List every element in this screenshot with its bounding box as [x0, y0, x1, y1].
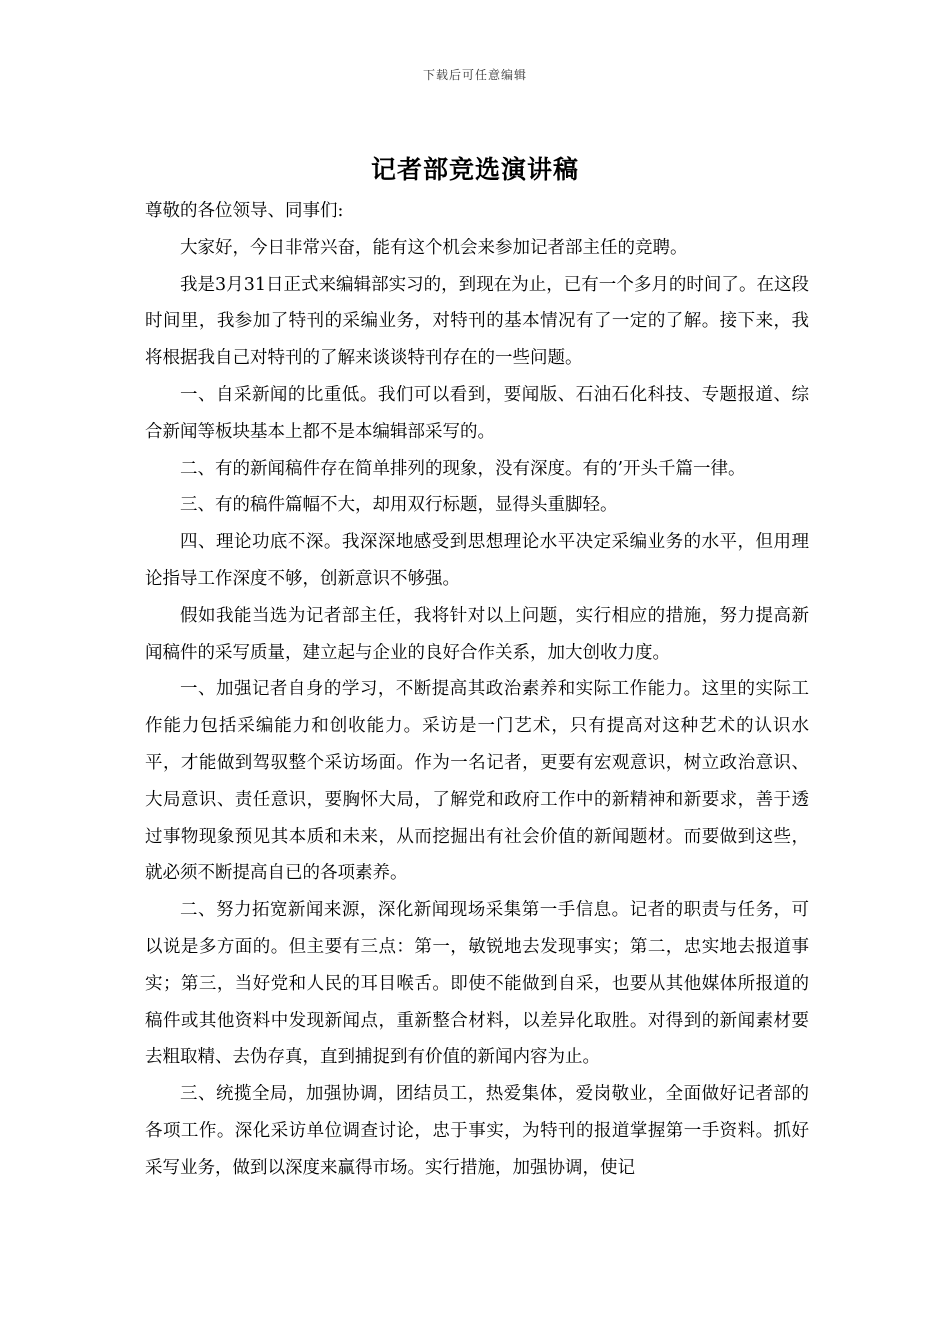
- paragraph-greeting: 大家好，今日非常兴奋，能有这个机会来参加记者部主任的竞聘。: [180, 237, 688, 258]
- paragraph-pledge: 假如我能当选为记者部主任，我将针对以上问题，实行相应的措施，努力提高新闻稿件的采写质量，建立起与企业的良好合作关系，加大创收力度。: [145, 605, 809, 663]
- paragraph-measure-1: 一、加强记者自身的学习，不断提高其政治素养和实际工作能力。这里的实际工作能力包括采编能力和创收能力。采访是一门艺术，只有提高对这种艺术的认识水平，才能做到驾驭整个采访场面。作为一名记者，更要有宏观意识，树立政治意识、大局意识、责任意识，要胸怀大局，了解党和政府工作中的新精神和新要求，善于透过事物现象预见其本质和未来，从而挖掘出有社会价值的新闻题材。而要做到这些，就必须不断提高自已的各项素养。: [145, 679, 809, 884]
- paragraph-problem-3: 三、有的稿件篇幅不大，却用双行标题，显得头重脚轻。: [180, 495, 618, 516]
- salutation: 尊敬的各位领导、同事们:: [145, 201, 344, 221]
- paragraph-problem-2: 二、有的新闻稿件存在简单排列的现象，没有深度。有的’开头千篇一律。: [180, 458, 746, 479]
- document-title: 记者部竞选演讲稿: [370, 155, 579, 184]
- paragraph-problem-1: 一、自采新闻的比重低。我们可以看到，要闻版、石油石化科技、专题报道、综合新闻等板块基本上都不是本编辑部采写的。: [145, 384, 809, 442]
- paragraph-introduction: 我是3月31日正式来编辑部实习的，到现在为止，已有一个多月的时间了。在这段时间里，我参加了特刊的采编业务，对特刊的基本情况有了一定的了解。接下来，我将根据我自己对特刊的了解来谈谈特刊存在的一些问题。: [145, 274, 809, 369]
- header-note: 下载后可任意编辑: [422, 68, 527, 82]
- paragraph-problem-4: 四、理论功底不深。我深深地感受到思想理论水平决定采编业务的水平，但用理论指导工作深度不够，创新意识不够强。: [145, 532, 809, 589]
- document-body: [145, 193, 809, 1187]
- paragraph-measure-3: 三、统揽全局，加强协调，团结员工，热爱集体，爱岗敬业，全面做好记者部的各项工作。深化采访单位调查讨论，忠于事实，为特刊的报道掌握第一手资料。抓好采写业务，做到以深度来赢得市场。实行措施，加强协调，使记: [145, 1084, 809, 1178]
- paragraph-measure-2: 二、努力拓宽新闻来源，深化新闻现场采集第一手信息。记者的职责与任务，可以说是多方面的。但主要有三点：第一，敏锐地去发现事实；第二，忠实地去报道事实；第三，当好党和人民的耳目喉舌。即使不能做到自采，也要从其他媒体所报道的稿件或其他资料中发现新闻点，重新整合材料，以差异化取胜。对得到的新闻素材要去粗取精、去伪存真，直到捕捉到有价值的新闻内容为止。: [145, 900, 809, 1068]
